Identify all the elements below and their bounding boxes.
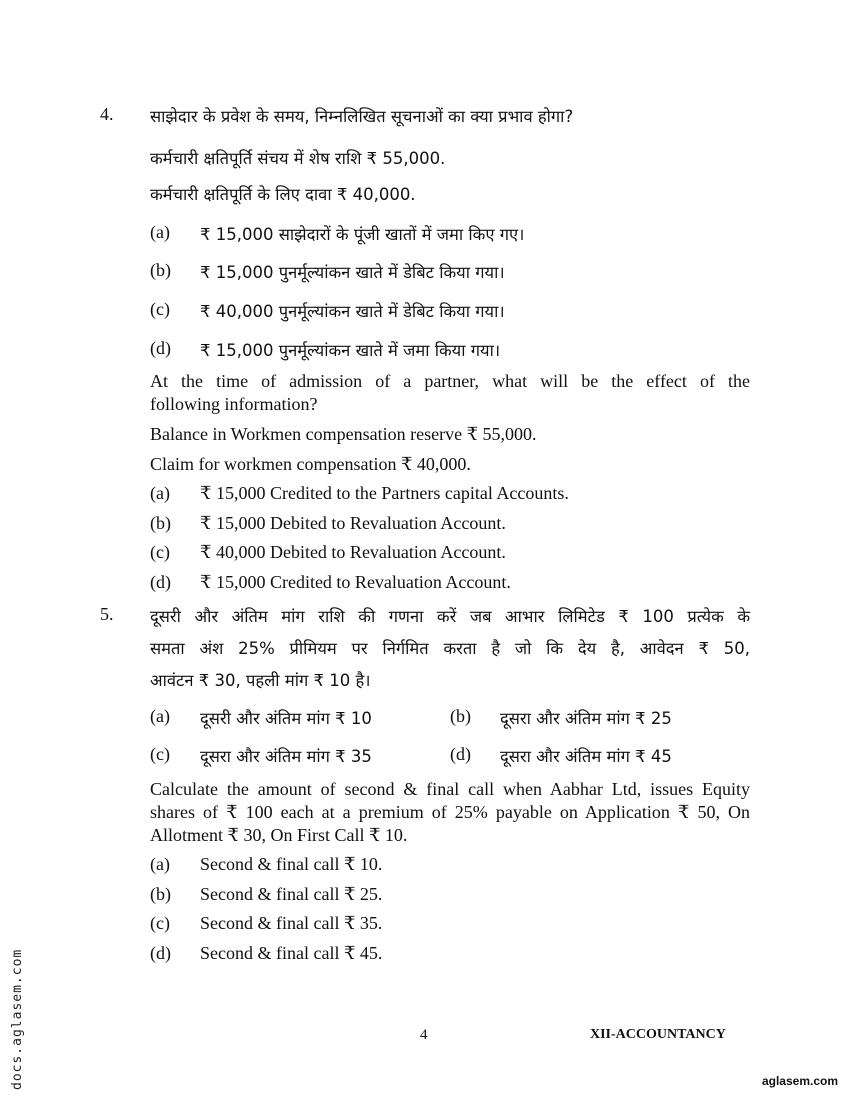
option-label: (a) <box>150 854 170 874</box>
option-label: (a) <box>150 222 170 242</box>
option-label: (b) <box>450 706 471 726</box>
q4-english-question-line-1: At the time of admission of a partner, what will be the effect of the <box>150 371 750 391</box>
option-text: ₹ 40,000 पुनर्मूल्यांकन खाते में डेबिट किया गया। <box>200 302 505 321</box>
option-text: ₹ 15,000 साझेदारों के पूंजी खातों में जमा किए गए। <box>200 225 525 244</box>
q5-english-line-3: Allotment ₹ 30, On First Call ₹ 10. <box>150 825 408 845</box>
option-text: दूसरा और अंतिम मांग ₹ 25 <box>500 709 672 728</box>
side-watermark: docs.aglasem.com <box>10 948 25 1090</box>
subject-code: XII-ACCOUNTANCY <box>590 1027 726 1042</box>
brand-watermark: aglasem.com <box>761 1074 838 1088</box>
option-text: ₹ 15,000 पुनर्मूल्यांकन खाते में डेबिट किया गया। <box>200 263 505 282</box>
option-label: (c) <box>150 542 170 562</box>
q5-english-line-2: shares of ₹ 100 each at a premium of 25% payable on Application ₹ 50, On <box>150 802 750 822</box>
q4-hindi-info-1: कर्मचारी क्षतिपूर्ति संचय में शेष राशि ₹ 55,000. <box>150 149 446 168</box>
option-text: दूसरा और अंतिम मांग ₹ 45 <box>500 747 672 766</box>
option-text: दूसरी और अंतिम मांग ₹ 10 <box>200 709 372 728</box>
option-text: Second & final call ₹ 35. <box>200 913 383 933</box>
q4-english-question-line-2: following information? <box>150 394 318 414</box>
q5-english-line-1: Calculate the amount of second & final call when Aabhar Ltd, issues Equity <box>150 779 750 799</box>
q4-hindi-info-2: कर्मचारी क्षतिपूर्ति के लिए दावा ₹ 40,000. <box>150 185 416 204</box>
option-text: ₹ 15,000 Credited to Revaluation Account. <box>200 572 511 592</box>
option-label: (a) <box>150 706 170 726</box>
option-text: Second & final call ₹ 25. <box>200 884 383 904</box>
option-text: दूसरा और अंतिम मांग ₹ 35 <box>200 747 372 766</box>
question-number: 5. <box>100 604 114 624</box>
q5-hindi-line-2: समता अंश 25% प्रीमियम पर निर्गमित करता है जो कि देय है, आवेदन ₹ 50, <box>150 639 750 658</box>
option-label: (b) <box>150 513 171 533</box>
option-label: (c) <box>150 913 170 933</box>
option-label: (b) <box>150 260 171 280</box>
q4-english-info-2: Claim for workmen compensation ₹ 40,000. <box>150 454 471 474</box>
question-number: 4. <box>100 104 114 124</box>
option-label: (c) <box>150 744 170 764</box>
option-label: (d) <box>450 744 471 764</box>
q4-english-info-1: Balance in Workmen compensation reserve ₹ 55,000. <box>150 424 537 444</box>
option-label: (d) <box>150 338 171 358</box>
page-number: 4 <box>420 1027 428 1043</box>
option-text: Second & final call ₹ 10. <box>200 854 383 874</box>
option-text: ₹ 15,000 Credited to the Partners capital Accounts. <box>200 483 569 503</box>
q5-hindi-line-1: दूसरी और अंतिम मांग राशि की गणना करें जब आभार लिमिटेड ₹ 100 प्रत्येक के <box>150 607 750 626</box>
option-text: ₹ 15,000 Debited to Revaluation Account. <box>200 513 506 533</box>
option-text: ₹ 15,000 पुनर्मूल्यांकन खाते में जमा किया गया। <box>200 341 501 360</box>
option-label: (a) <box>150 483 170 503</box>
option-text: Second & final call ₹ 45. <box>200 943 383 963</box>
option-label: (c) <box>150 299 170 319</box>
option-label: (d) <box>150 572 171 592</box>
option-text: ₹ 40,000 Debited to Revaluation Account. <box>200 542 506 562</box>
option-label: (d) <box>150 943 171 963</box>
q5-hindi-line-3: आवंटन ₹ 30, पहली मांग ₹ 10 है। <box>150 671 371 690</box>
option-label: (b) <box>150 884 171 904</box>
q4-hindi-question: साझेदार के प्रवेश के समय, निम्नलिखित सूचनाओं का क्या प्रभाव होगा? <box>150 107 574 126</box>
